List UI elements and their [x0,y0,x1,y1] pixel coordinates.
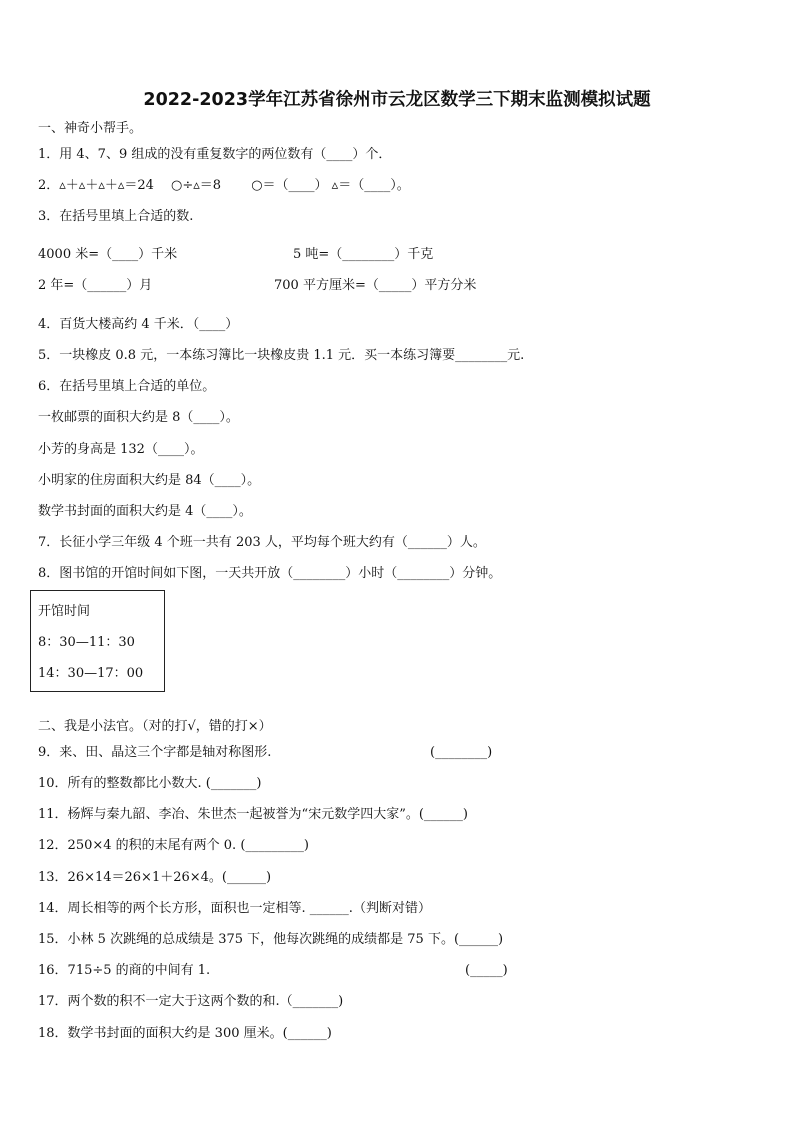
question-15: 15．小林 5 次跳绳的总成绩是 375 下，他每次跳绳的成绩都是 75 下。(______) [38,932,504,947]
opening-hours-title: 开馆时间 [38,604,91,619]
question-3b: 5 吨=（________）千克 [293,247,434,262]
question-3d: 700 平方厘米=（_____）平方分米 [274,278,477,293]
section1-heading: 一、神奇小帮手。 [38,121,143,136]
question-9: 9．来、田、晶这三个字都是轴对称图形. [38,745,272,760]
question-7: 7．长征小学三年级 4 个班一共有 203 人，平均每个班大约有（______）人。 [38,535,486,550]
question-6c: 小明家的住房面积大约是 84（____）。 [38,473,261,488]
question-3c: 2 年=（______）月 [38,278,153,293]
question-4: 4．百货大楼高约 4 千米．（____） [38,317,239,332]
question-1: 1．用 4、7、9 组成的没有重复数字的两位数有（____）个． [38,147,392,162]
question-6d: 数学书封面的面积大约是 4（____）。 [38,504,252,519]
question-16: 16．715÷5 的商的中间有 1. [38,963,211,978]
question-8: 8．图书馆的开馆时间如下图，一天共开放（________）小时（________）分钟。 [38,566,502,581]
question-3a: 4000 米=（____）千米 [38,247,178,262]
opening-hours-morning: 8：30—11：30 [38,635,135,650]
question-3: 3．在括号里填上合适的数. [38,209,194,224]
question-9-answer: (________) [430,745,493,760]
question-6b: 小芳的身高是 132（____）。 [38,442,204,457]
question-5: 5．一块橡皮 0.8 元，一本练习簿比一块橡皮贵 1.1 元．买一本练习簿要________元. [38,348,525,363]
opening-hours-box [30,590,165,692]
question-12: 12．250×4 的积的末尾有两个 0. (_________) [38,838,309,853]
question-10: 10．所有的整数都比小数大. (_______) [38,776,262,791]
section2-heading: 二、我是小法官。（对的打√，错的打×） [38,719,272,734]
page-title: 2022-2023学年江苏省徐州市云龙区数学三下期末监测模拟试题 [143,90,651,110]
question-16-answer: (_____) [465,963,508,978]
question-17: 17．两个数的积不一定大于这两个数的和.（_______) [38,994,344,1009]
question-18: 18．数学书封面的面积大约是 300 厘米。(______) [38,1026,332,1041]
opening-hours-afternoon: 14：30—17：00 [38,666,144,681]
question-13: 13．26×14＝26×1＋26×4。(______) [38,870,272,885]
question-6: 6．在括号里填上合适的单位。 [38,379,216,394]
question-2: 2．▵＋▵＋▵＋▵＝24 ○÷▵＝8 ○＝（____） ▵＝（____）。 [38,178,410,193]
question-11: 11．杨辉与秦九韶、李冶、朱世杰一起被誉为“宋元数学四大家”。(______) [38,807,468,822]
question-14: 14．周长相等的两个长方形，面积也一定相等. ______.（判断对错） [38,901,431,916]
question-6a: 一枚邮票的面积大约是 8（____）。 [38,410,239,425]
